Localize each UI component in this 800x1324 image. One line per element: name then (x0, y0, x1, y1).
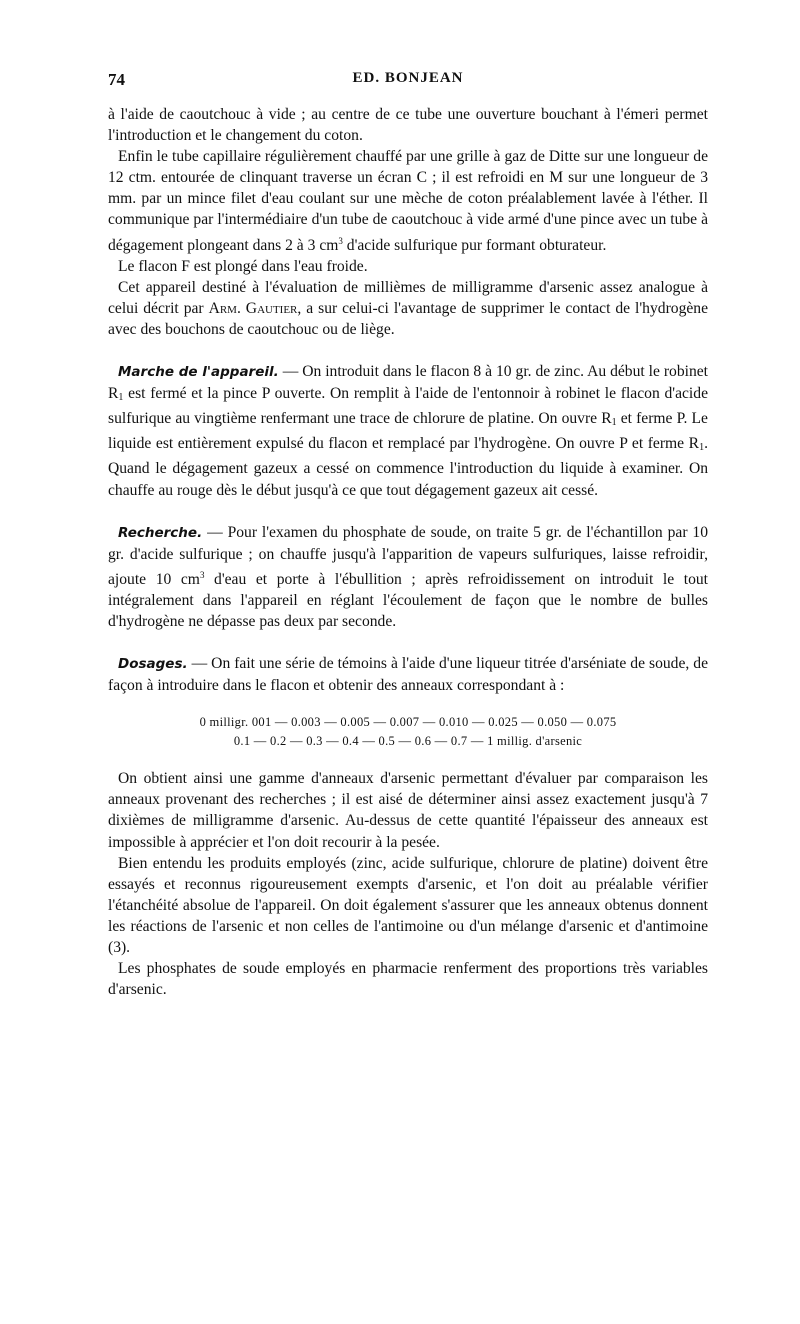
paragraph-text: — Pour l'examen du phosphate de soude, on traite 5 gr. de l'échantillon par 10 gr. d'acide sulfurique ; on chauffe jusqu'à l'apparition de vapeurs sulfuriques, laisse refroidir, ajoute 10 cm (108, 523, 708, 588)
section-dosages (108, 653, 708, 696)
paragraph-text: — On introduit dans le flacon 8 à 10 gr. de zinc. Au début le robinet R (108, 363, 708, 403)
page-header (108, 70, 708, 94)
paragraph-text: Le flacon F est plongé dans l'eau froide. (118, 257, 368, 275)
section-heading-marche: Marche de l'appareil. (118, 364, 279, 381)
paragraph-text: Les phosphates de soude employés en pharmacie renferment des proportions très variables d'arsenic. (108, 960, 708, 999)
paragraph-phosphates (108, 958, 708, 1000)
paragraph-text: Cet appareil destiné à l'évaluation de millièmes de milligramme d'arsenic assez analogue à celui décrit par (108, 278, 708, 317)
subscript: 1 (118, 392, 124, 404)
series-line-1: 0 milligr. 001 — 0.003 — 0.005 — 0.007 — 0.010 — 0.025 — 0.050 — 0.075 (199, 715, 617, 730)
subscript: 1 (611, 417, 617, 429)
page-body (108, 104, 708, 1000)
section-marche (108, 361, 708, 501)
paragraph-text: Enfin le tube capillaire régulièrement chauffé par une grille à gaz de Ditte sur une longueur de 12 ctm. entourée de clinquant traverse un écran C ; il est refroidi en M sur une longueur de 3 mm. par un mince filet d'eau coulant sur une mèche de coton préalablement lavée à l'éther. Il communique par l'intermédiaire d'un tube de caoutchouc à vide armé d'une pince avec un tube à dégagement plongeant dans 2 à 3 cm (108, 148, 708, 254)
paragraph-text: — On fait une série de témoins à l'aide d'une liqueur titrée d'arséniate de soude, de façon à introduire dans le flacon et obtenir des anneaux correspondant à : (108, 655, 708, 695)
page-number: 74 (108, 70, 125, 89)
arsenic-series (108, 713, 708, 751)
paragraph-text: et ferme P. Le liquide est entièrement expulsé du flacon et remplacé par l'hydrogène. On ouvre P et ferme R (108, 410, 708, 453)
paragraph-text: d'eau et porte à l'ébullition ; après refroidissement on introduit le tout intégralement dans l'appareil en réglant l'écoulement de façon que le nombre de bulles d'hydrogène ne dépasse pas deux par seconde. (108, 570, 708, 630)
paragraph-text: . Quand le dégagement gazeux a cessé on commence l'introduction du liquide à examiner. On chauffe au rouge dès le début jusqu'à ce que tout dégagement gazeux ait cessé. (108, 435, 708, 499)
superscript: 3 (338, 235, 343, 246)
paragraph-text: Bien entendu les produits employés (zinc, acide sulfurique, chlorure de platine) doivent être essayés et reconnus rigoureusement exempts d'arsenic, et l'on doit au préalable vérifier l'étanchéité absolue de l'appareil. On doit également s'assurer que les anneaux obtenus donnent les réactions de l'arsenic et non celles de l'antimoine ou d'un mélange d'arsenic et d'antimoine (3). (108, 854, 708, 956)
running-head: ED. BONJEAN (352, 70, 464, 86)
paragraph-text: est fermé et la pince P ouverte. On remplit à l'aide de l'entonnoir à robinet le flacon d'acide sulfurique au vingtième renfermant une trace de chlorure de platine. On ouvre R (108, 385, 708, 428)
section-recherche (108, 522, 708, 632)
section-heading-recherche: Recherche. (118, 524, 203, 541)
superscript: 3 (199, 569, 205, 580)
subscript: 1 (699, 442, 705, 454)
paragraph-tube-capillaire (108, 146, 708, 255)
paragraph-gamme (108, 768, 708, 852)
paragraph-text: , a sur celui-ci l'avantage de supprimer le contact de l'hydrogène avec des bouchons de caoutchouc ou de liège. (108, 299, 709, 338)
paragraph-flacon (108, 256, 708, 277)
paragraph-bien-entendu (108, 853, 708, 958)
paragraph-text: On obtient ainsi une gamme d'anneaux d'arsenic permettant d'évaluer par comparaison les anneaux provenant des recherches ; il est aisé de déterminer ainsi assez exactement jusqu'à 7 dixièmes de milligramme d'arsenic. Au-dessus de cette quantité l'épaisseur des anneaux est impossible à apprécier et l'on doit recourir à la pesée. (108, 770, 708, 851)
paragraph-caoutchouc (108, 104, 708, 146)
series-line-2: 0.1 — 0.2 — 0.3 — 0.4 — 0.5 — 0.6 — 0.7 — 1 millig. d'arsenic (233, 734, 583, 749)
paragraph-text: d'acide sulfurique pur formant obturateur. (342, 236, 607, 254)
paragraph-appareil (108, 277, 708, 340)
paragraph-text: à l'aide de caoutchouc à vide ; au centre de ce tube une ouverture bouchant à l'émeri permet l'introduction et le changement du coton. (108, 106, 708, 145)
section-heading-dosages: Dosages. (118, 656, 188, 673)
author-name: Arm. Gautier (208, 299, 298, 317)
